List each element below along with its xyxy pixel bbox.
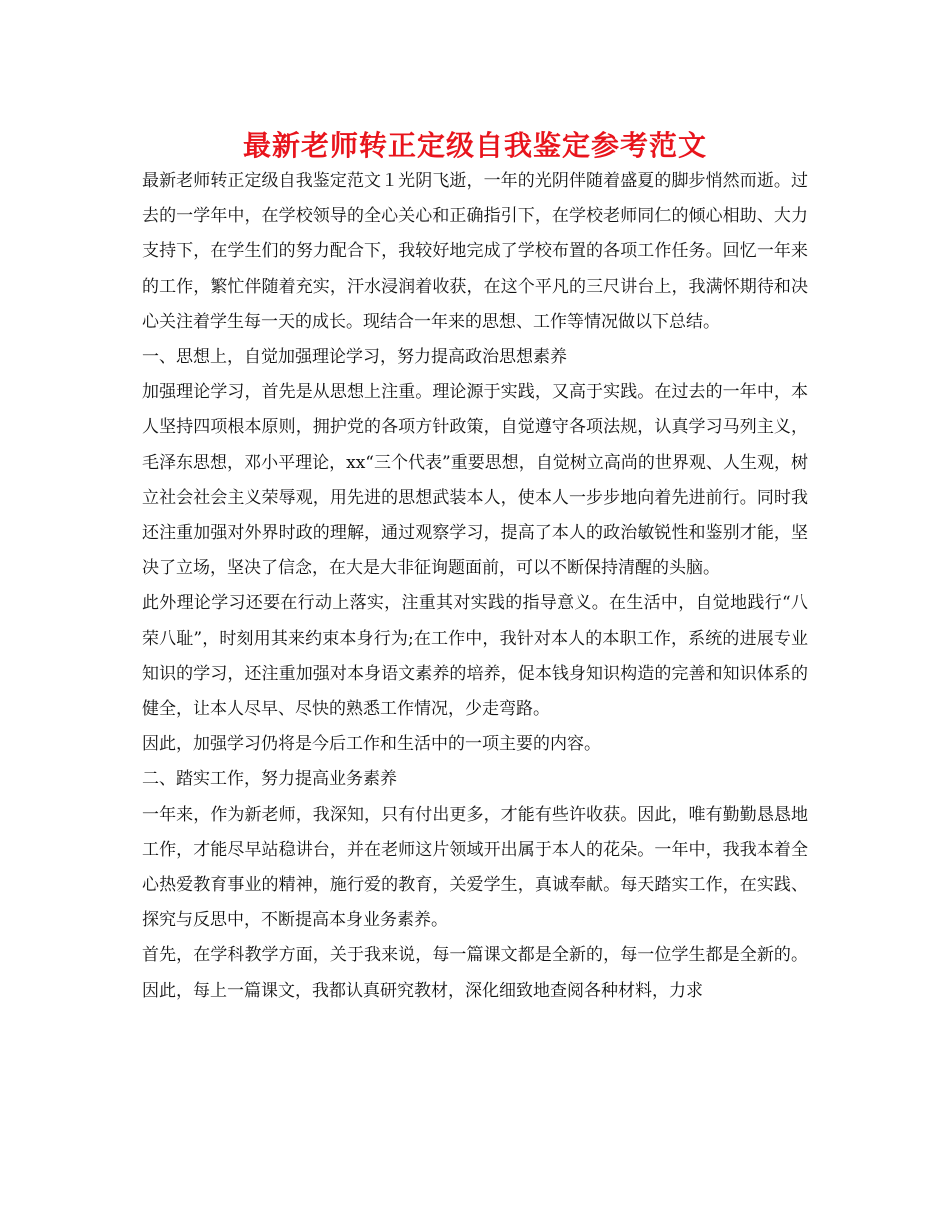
section-heading-2: 二、踏实工作，努力提高业务素养 [142,769,397,790]
paragraph: 加强理论学习，首先是从思想上注重。理论源于实践，又高于实践。在过去的一年中，本人坚持四项根本原则，拥护党的各项方针政策，自觉遵守各项法规，认真学习马列主义，毛泽东思想，邓小平理论，xx“三个代表”重要思想，自觉树立高尚的世界观、人生观，树立社会社会主义荣辱观，用先进的思想武装本人，使本人一步步地向着先进前行。同时我还注重加强对外界时政的理解，通过观察学习，提高了本人的政治敏锐性和鉴别才能，坚决了立场，坚决了信念，在大是大非征询题面前，可以不断保持清醒的头脑。 [142,382,808,579]
paragraph-intro: 最新老师转正定级自我鉴定范文１光阴飞逝，一年的光阴伴随着盛夏的脚步悄然而逝。过去的一学年中，在学校领导的全心关心和正确指引下，在学校老师同仁的倾心相助、大力支持下，在学生们的努力配合下，我较好地完成了学校布置的各项工作任务。回忆一年来的工作，繁忙伴随着充实，汗水浸润着收获，在这个平凡的三尺讲台上，我满怀期待和决心关注着学生每一天的成长。现结合一年来的思想、工作等情况做以下总结。 [142,171,808,332]
document-body [142,164,808,1009]
paragraph: 此外理论学习还要在行动上落实，注重其对实践的指导意义。在生活中，自觉地践行“八荣八耻”，时刻用其来约束本身行为;在工作中，我针对本人的本职工作，系统的进展专业知识的学习，还注重加强对本身语文素养的培养，促本钱身知识构造的完善和知识体系的健全，让本人尽早、尽快的熟悉工作情况，少走弯路。 [142,593,808,720]
section-heading-1: 一、思想上，自觉加强理论学习，努力提高政治思想素养 [142,347,567,368]
paragraph: 首先，在学科教学方面，关于我来说，每一篇课文都是全新的，每一位学生都是全新的。因此，每上一篇课文，我都认真研究教材，深化细致地查阅各种材料，力求 [142,945,808,1001]
document-title: 最新老师转正定级自我鉴定参考范文 [242,129,707,162]
paragraph: 因此，加强学习仍将是今后工作和生活中的一项主要的内容。 [142,734,601,755]
paragraph: 一年来，作为新老师，我深知，只有付出更多，才能有些许收获。因此，唯有勤勤恳恳地工作，才能尽早站稳讲台，并在老师这片领域开出属于本人的花朵。一年中，我我本着全心热爱教育事业的精神，施行爱的教育，关爱学生，真诚奉献。每天踏实工作，在实践、探究与反思中，不断提高本身业务素养。 [142,804,808,931]
